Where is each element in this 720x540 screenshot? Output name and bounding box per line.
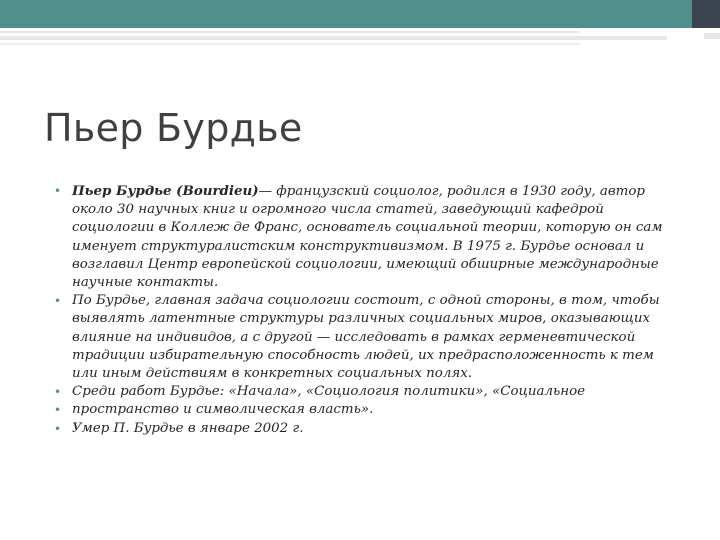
- slide-title: Пьер Бурдье: [44, 106, 303, 150]
- header-rule: [0, 31, 580, 33]
- bullet-item: [50, 292, 668, 383]
- bullet-item: [50, 182, 668, 292]
- header-band: [0, 0, 692, 28]
- bullet-icon: •: [54, 385, 62, 400]
- header-rule: [0, 43, 580, 45]
- bullet-icon: •: [54, 184, 62, 198]
- bullet-text: Среди работ Бурдье: «Начала», «Социология политики», «Социальное: [72, 384, 586, 400]
- bullet-text: Умер П. Бурдье в январе 2002 г.: [72, 420, 304, 436]
- bullet-bold-text: Пьер Бурдье (Bourdieu): [72, 183, 259, 199]
- header-rule: [704, 33, 720, 39]
- bullet-item: [50, 383, 668, 401]
- bullet-list: [50, 182, 668, 438]
- bullet-text: По Бурдье, главная задача социологии состоит, с одной стороны, в том, чтобы выявлять латентные структуры различных социальных миров, оказывающих влияние на индивидов, а с другой — исследовать в рамках герменевтической традиции избирательную способность людей, их предрасположенность к тем или иным действиям в конкретных социальных полях.: [72, 293, 660, 382]
- bullet-icon: •: [54, 403, 62, 418]
- header-arrow-icon: [686, 9, 692, 19]
- header-rule: [0, 36, 667, 40]
- bullet-icon: •: [54, 421, 62, 436]
- bullet-icon: •: [54, 294, 62, 309]
- bullet-text: — французский социолог, родился в 1930 году, автор около 30 научных книг и огромного числа статей, заведующий кафедрой социологии в Коллеж де Франс, основатель социальной теории, которую он сам именует структуралистским конструктивизмом. В 1975 г. Бурдье основал и возглавил Центр европейской социологии, имеющий обширные международные научные контакты.: [72, 184, 663, 291]
- bullet-item: [50, 401, 668, 419]
- bullet-text: пространство и символическая власть».: [72, 402, 374, 418]
- bullet-item: [50, 420, 668, 438]
- header-corner-block: [692, 0, 720, 28]
